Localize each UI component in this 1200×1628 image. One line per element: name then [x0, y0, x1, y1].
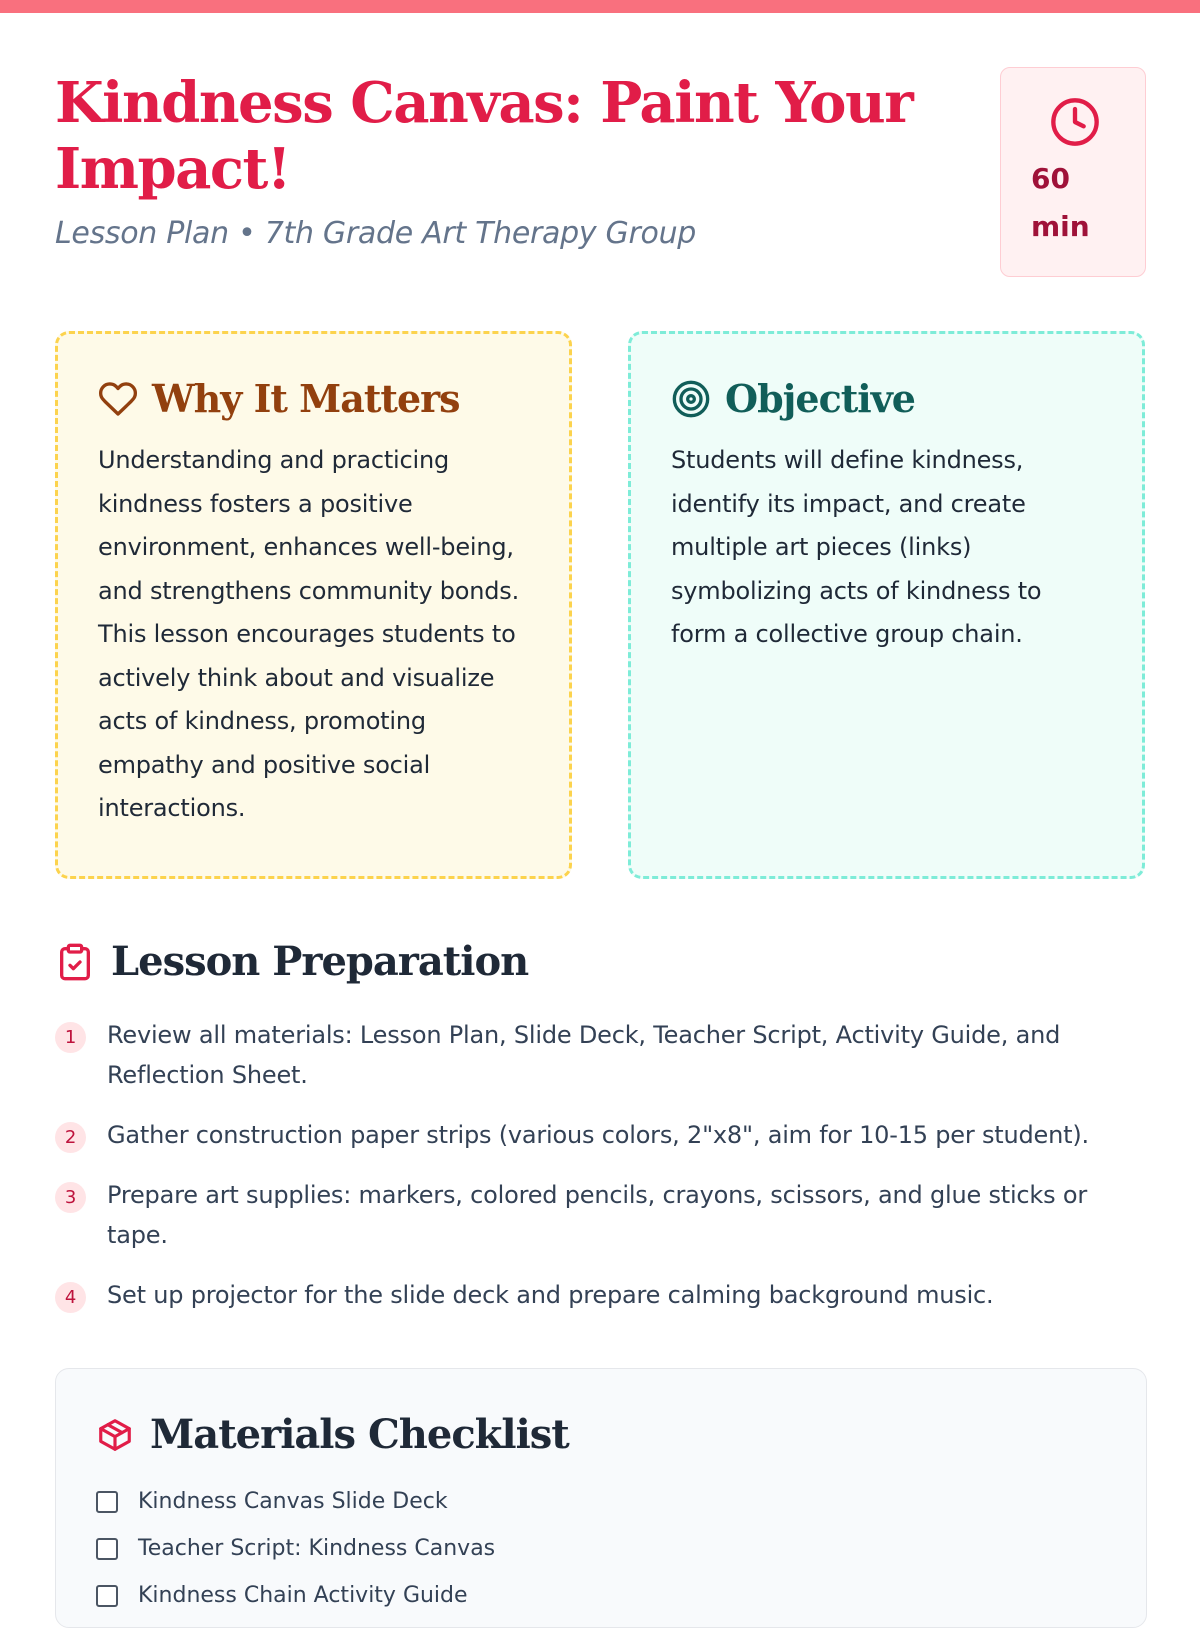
checklist-item [96, 1572, 1106, 1619]
checklist-item-label: Teacher Script: Kindness Canvas [138, 1536, 496, 1561]
preparation-step [55, 1015, 1145, 1095]
step-number-badge: 1 [55, 1022, 86, 1053]
objective-heading: Objective [671, 376, 1102, 421]
objective-text: Students will define kindness, identify its impact, and create multiple art pieces (links) symbolizing acts of kindness to form a collective group chain. [671, 446, 1042, 648]
checklist-item [96, 1478, 1106, 1525]
lesson-preparation-heading: Lesson Preparation [55, 938, 528, 985]
clipboard-check-icon [55, 942, 95, 982]
why-it-matters-text: Understanding and practicing kindness fosters a positive environment, enhances well-being, and strengthens community bonds. This lesson encourages students to actively think about and visualize acts of kindness, promoting empathy and positive social interactions. [98, 446, 520, 822]
preparation-step [55, 1275, 1145, 1315]
page-title: Kindness Canvas: Paint Your Impact! [55, 70, 913, 202]
checklist-item-label: Kindness Chain Activity Guide [138, 1583, 468, 1608]
checkbox[interactable] [96, 1538, 118, 1560]
step-number-badge: 2 [55, 1122, 86, 1153]
objective-card [628, 331, 1145, 879]
step-text: Gather construction paper strips (various colors, 2"x8", aim for 10-15 per student). [107, 1121, 1089, 1149]
preparation-step [55, 1175, 1145, 1255]
package-icon [96, 1416, 134, 1454]
top-accent-bar [0, 0, 1200, 13]
heart-icon [98, 379, 138, 419]
preparation-step [55, 1115, 1145, 1155]
duration-value: 60 [1031, 162, 1070, 195]
target-icon [671, 379, 711, 419]
step-text: Prepare art supplies: markers, colored pencils, crayons, scissors, and glue sticks or tape. [107, 1181, 1088, 1249]
checkbox[interactable] [96, 1491, 118, 1513]
step-number-badge: 3 [55, 1182, 86, 1213]
step-text: Set up projector for the slide deck and prepare calming background music. [107, 1281, 994, 1309]
materials-checklist-card [55, 1368, 1147, 1628]
why-it-matters-heading: Why It Matters [98, 376, 529, 421]
clock-icon [1049, 96, 1101, 148]
page-subtitle: Lesson Plan • 7th Grade Art Therapy Group [55, 216, 697, 251]
materials-checklist-heading: Materials Checklist [96, 1411, 1106, 1458]
checkbox[interactable] [96, 1585, 118, 1607]
duration-badge [1000, 67, 1146, 277]
preparation-steps [55, 1015, 1145, 1335]
step-text: Review all materials: Lesson Plan, Slide Deck, Teacher Script, Activity Guide, and Reflection Sheet. [107, 1021, 1061, 1089]
checklist-item-label: Kindness Canvas Slide Deck [138, 1489, 448, 1514]
materials-list [96, 1478, 1106, 1619]
duration-unit: min [1031, 210, 1090, 243]
step-number-badge: 4 [55, 1282, 86, 1313]
why-it-matters-card [55, 331, 572, 879]
checklist-item [96, 1525, 1106, 1572]
